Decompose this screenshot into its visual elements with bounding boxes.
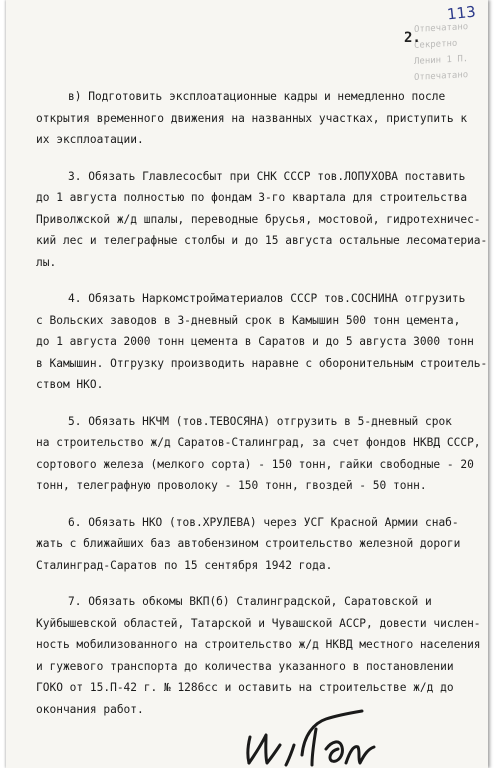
- paragraph-item-v: [36, 86, 488, 151]
- bleed-line: Ленин 1 П.: [414, 54, 469, 67]
- handwritten-signature: [242, 705, 382, 768]
- text-line: лы.: [36, 255, 57, 269]
- text-line: до 1 августа 2000 тонн цемента в Саратов и до 5 августа 3000 тонн: [36, 335, 474, 348]
- paragraph-item-3: [36, 166, 488, 274]
- text-line: и гужевого транспорта до количества указанного в постановлении: [36, 659, 454, 673]
- page-number: 2.: [404, 30, 421, 46]
- text-line: открытия временного движения на названных участках, приступить к: [36, 111, 468, 125]
- paragraph-item-6: [36, 512, 488, 577]
- document-page: [6, 0, 488, 768]
- text-line: Приволжской ж/д шпалы, переводные брусья, мостовой, гидротехничес-: [36, 212, 481, 226]
- text-line: ГОКО от 15.П-42 г. № 1286сс и оставить на строительстве ж/д до: [36, 681, 454, 694]
- text-line: ством НКО.: [36, 378, 104, 391]
- text-line: кий лес и телеграфные столбы и до 15 августа остальные лесоматериа-: [36, 234, 488, 247]
- document-body: [36, 86, 488, 735]
- text-line: Сталинград-Саратов по 15 сентября 1942 года.: [36, 558, 333, 572]
- text-line: 6. Обязать НКО (тов.ХРУЛЕВА) через УСГ Красной Армии снаб-: [68, 515, 459, 529]
- text-line: ность мобилизованного на строительство ж/д НКВД местного населения: [36, 638, 481, 651]
- text-line: сортового железа (мелкого сорта) - 150 тонн, гайки свободные - 20: [36, 457, 474, 471]
- text-line: окончания работ.: [36, 702, 144, 716]
- text-line: 4. Обязать Наркомстройматериалов СССР тов.СОСНИНА отгрузить: [68, 292, 466, 305]
- text-line: с Вольских заводов в 3-дневный срок в Камышин 500 тонн цемента,: [36, 313, 461, 327]
- bleed-line: Секретно: [414, 38, 458, 51]
- text-line: на строительство ж/д Саратов-Сталинград, за счет фондов НКВД СССР,: [36, 436, 481, 449]
- text-line: тонн, телеграфную проволоку - 150 тонн, гвоздей - 50 тонн.: [36, 479, 427, 492]
- text-line: их эксплоатации.: [36, 133, 144, 146]
- paragraph-item-7: [36, 591, 488, 720]
- text-line: в) Подготовить эксплоатационные кадры и немедленно после: [68, 90, 446, 103]
- text-line: 3. Обязать Главлесосбыт при СНК СССР тов.ЛОПУХОВА поставить: [68, 169, 466, 183]
- text-line: 7. Обязать обкомы ВКП(б) Сталинградской, Саратовской и: [68, 595, 432, 608]
- text-line: жать с ближайших баз автобензином строительство железной дороги: [36, 537, 461, 550]
- text-line: до 1 августа полностью по фондам 3-го квартала для строительства: [36, 191, 468, 204]
- text-line: Куйбышевской областей, Татарской и Чувашской АССР, довести числен-: [36, 616, 481, 630]
- bleed-line: Отпечатано: [414, 22, 469, 35]
- bleed-line: Отпечатано: [414, 70, 469, 83]
- paragraph-item-4: [36, 288, 488, 396]
- archive-sheet-number: 113: [446, 2, 477, 24]
- text-line: 5. Обязать НКЧМ (тов.ТЕВОСЯНА) отгрузить в 5-дневный срок: [68, 414, 452, 428]
- paragraph-item-5: [36, 411, 488, 497]
- text-line: в Камышин. Отгрузку производить наравне с оборонительным строитель-: [36, 356, 488, 370]
